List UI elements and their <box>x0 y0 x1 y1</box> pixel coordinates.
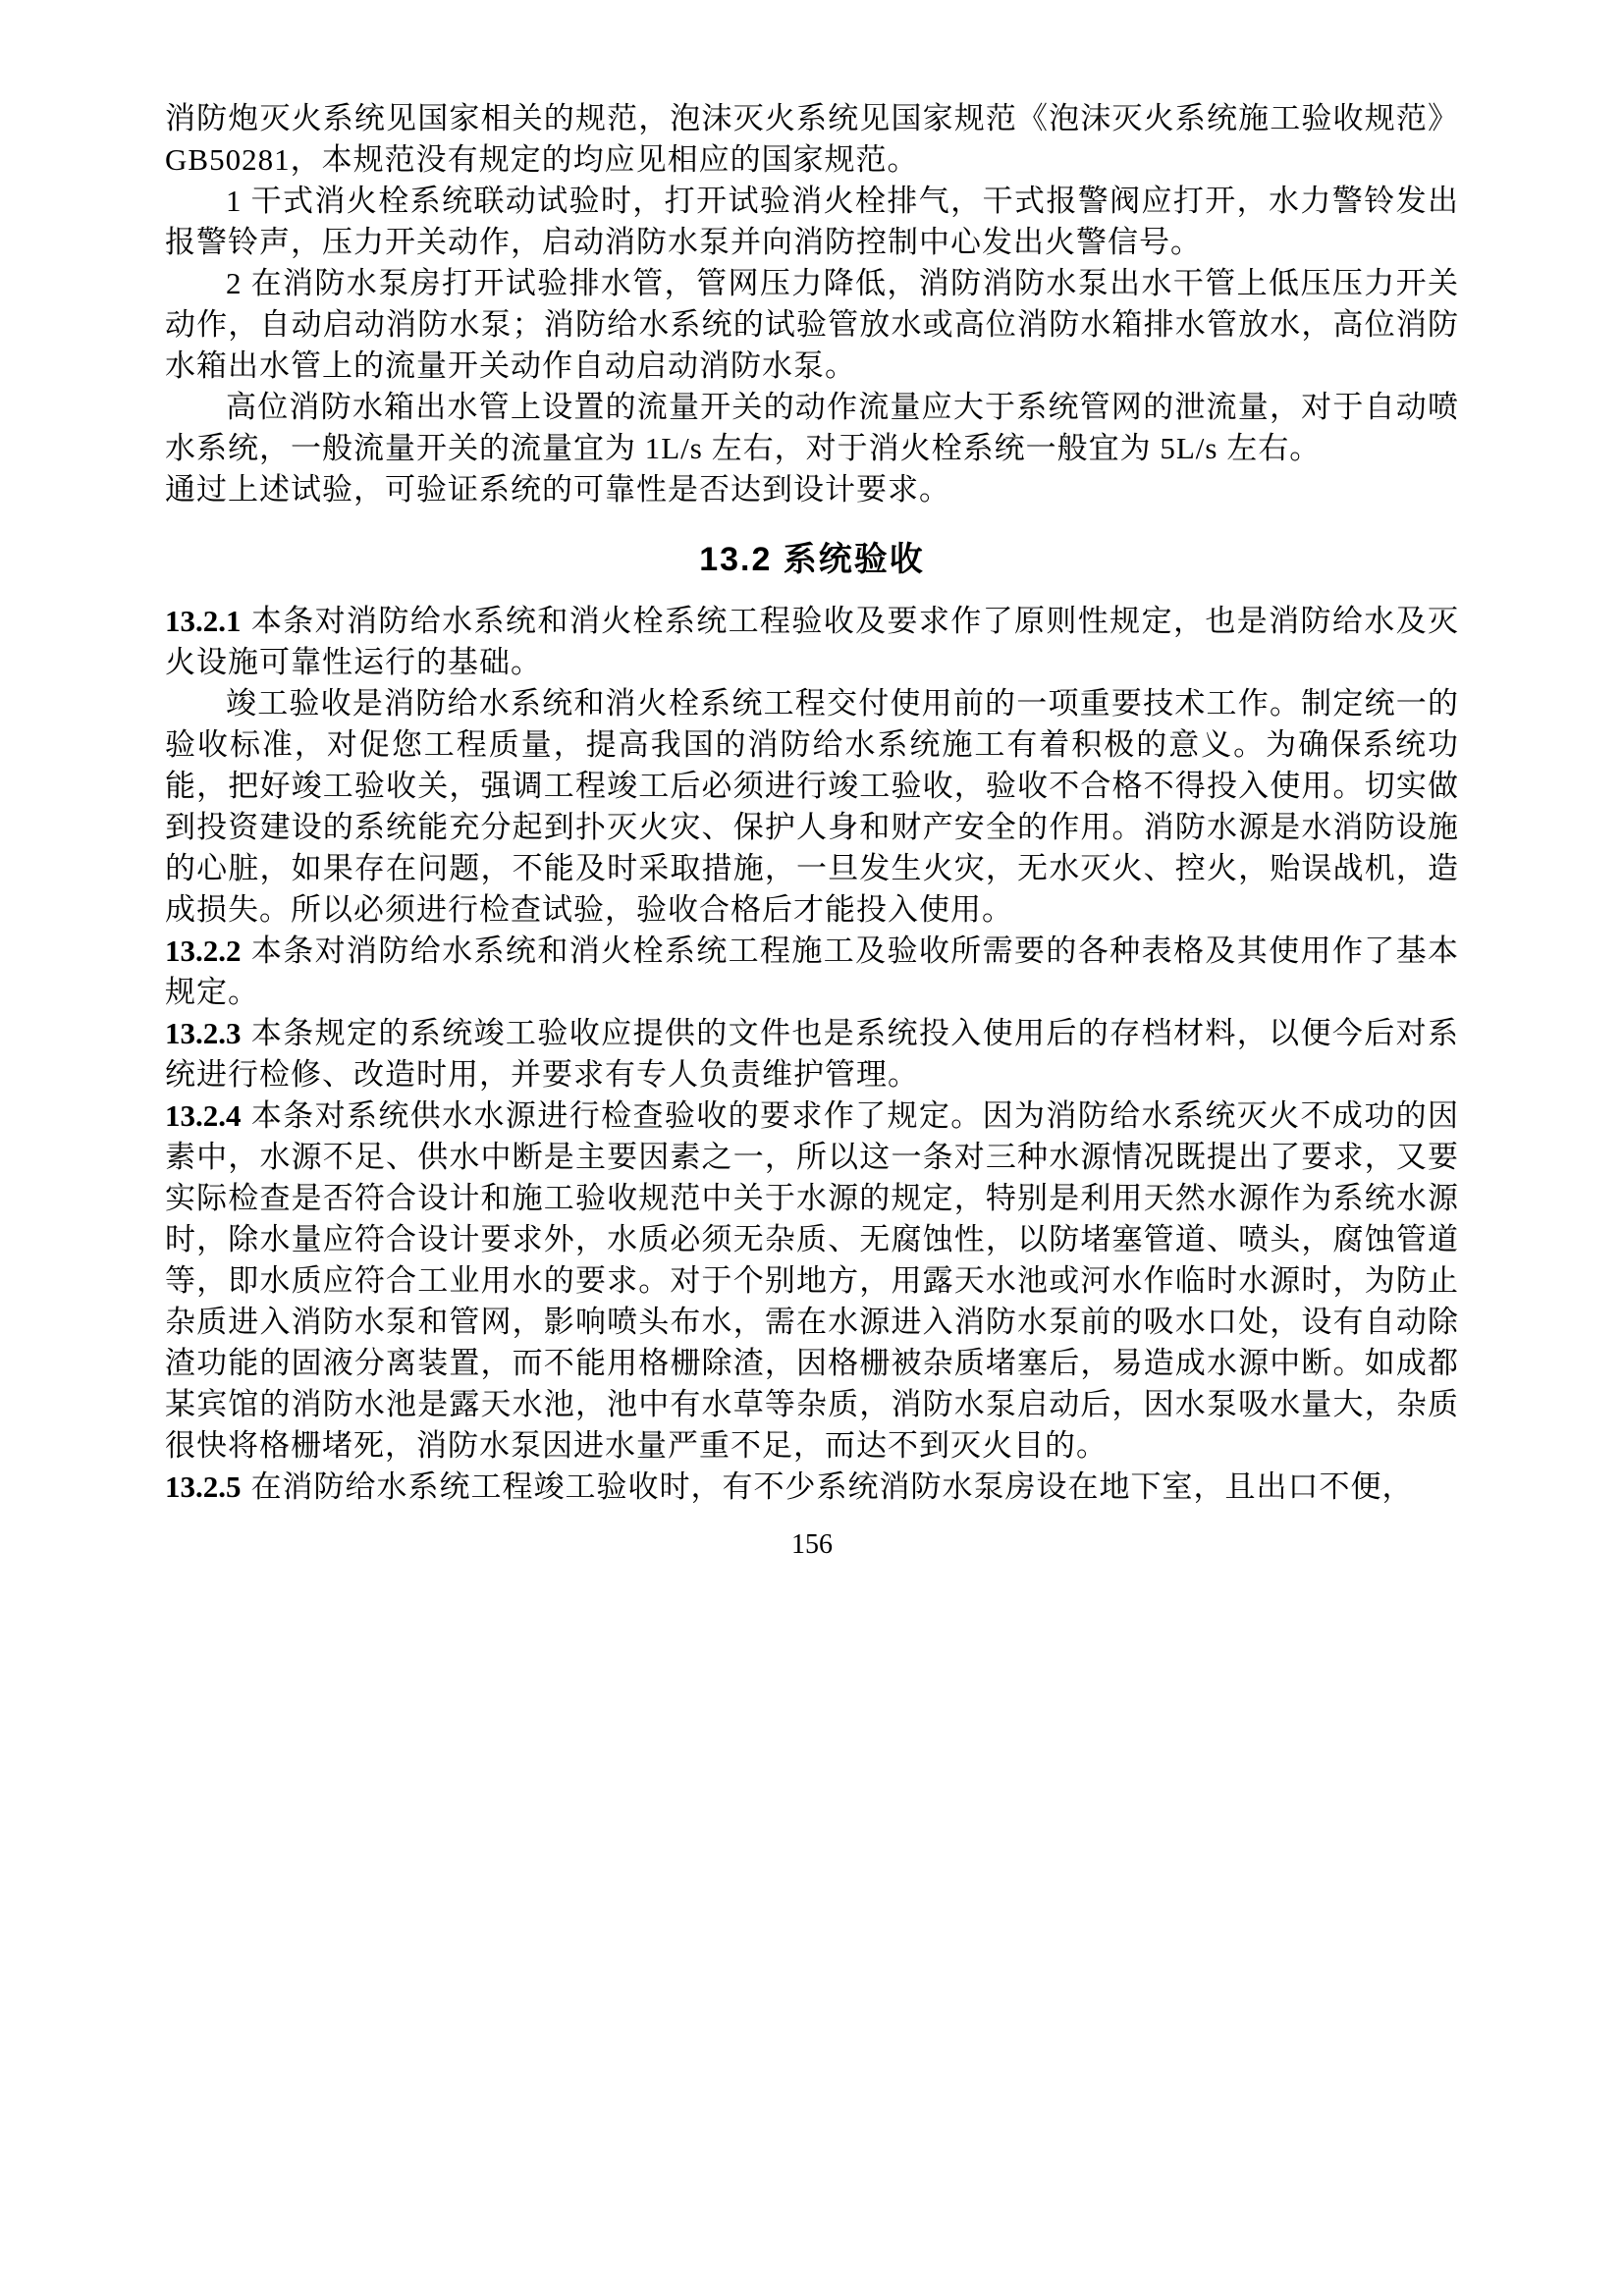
section-number: 13.2.1 <box>165 604 242 638</box>
paragraph-text: 本条对系统供水水源进行检查验收的要求作了规定。因为消防给水系统灭火不成功的因素中，水源不足、供水中断是主要因素之一，所以这一条对三种水源情况既提出了要求，又要实际检查是否符合设计和施工验收规范中关于水源的规定，特别是利用天然水源作为系统水源时，除水量应符合设计要求外，水质必须无杂质、无腐蚀性，以防堵塞管道、喷头，腐蚀管道等，即水质应符合工业用水的要求。对于个别地方，用露天水池或河水作临时水源时，为防止杂质进入消防水泵和管网，影响喷头布水，需在水源进入消防水泵前的吸水口处，设有自动除渣功能的固液分离装置，而不能用格栅除渣，因格栅被杂质堵塞后，易造成水源中断。如成都某宾馆的消防水池是露天水池，池中有水草等杂质，消防水泵启动后，因水泵吸水量大，杂质很快将格栅堵死，消防水泵因进水量严重不足，而达不到灭火目的。 <box>165 1098 1459 1463</box>
paragraph <box>165 1095 1459 1467</box>
paragraph <box>165 601 1459 683</box>
paragraph <box>165 1013 1459 1095</box>
paragraph-text: 本条对消防给水系统和消火栓系统工程验收及要求作了原则性规定，也是消防给水及灭火设施可靠性运行的基础。 <box>165 604 1459 679</box>
paragraph <box>165 1467 1459 1508</box>
section-number: 13.2.5 <box>165 1469 242 1504</box>
paragraph <box>165 931 1459 1013</box>
section-number: 13.2.4 <box>165 1098 242 1133</box>
paragraph-text: 在消防给水系统工程竣工验收时，有不少系统消防水泵房设在地下室，且出口不便， <box>250 1469 1414 1504</box>
paragraph-text: 本条对消防给水系统和消火栓系统工程施工及验收所需要的各种表格及其使用作了基本规定。 <box>165 934 1459 1009</box>
section-number: 13.2.3 <box>165 1016 242 1050</box>
paragraph-text: 本条规定的系统竣工验收应提供的文件也是系统投入使用后的存档材料，以便今后对系统进行检修、改造时用，并要求有专人负责维护管理。 <box>165 1016 1459 1092</box>
paragraph: 通过上述试验，可验证系统的可靠性是否达到设计要求。 <box>165 472 950 507</box>
paragraph-text: 竣工验收是消防给水系统和消火栓系统工程交付使用前的一项重要技术工作。制定统一的验收标准，对促您工程质量，提高我国的消防给水系统施工有着积极的意义。为确保系统功能，把好竣工验收关，强调工程竣工后必须进行竣工验收，验收不合格不得投入使用。切实做到投资建设的系统能充分起到扑灭火灾、保护人身和财产安全的作用。消防水源是水消防设施的心脏，如果存在问题，不能及时采取措施，一旦发生火灾，无水灭火、控火，贻误战机，造成损失。所以必须进行检查试验，验收合格后才能投入使用。 <box>165 686 1459 927</box>
section-heading: 13.2 系统验收 <box>699 541 925 578</box>
paragraph: 消防炮灭火系统见国家相关的规范，泡沫灭火系统见国家规范《泡沫灭火系统施工验收规范》GB50281，本规范没有规定的均应见相应的国家规范。 <box>165 101 1459 177</box>
paragraph <box>165 683 1459 931</box>
page-number: 156 <box>791 1529 833 1560</box>
paragraph: 1 干式消火栓系统联动试验时，打开试验消火栓排气，干式报警阀应打开，水力警铃发出报警铃声，压力开关动作，启动消防水泵并向消防控制中心发出火警信号。 <box>165 184 1459 259</box>
paragraph: 2 在消防水泵房打开试验排水管，管网压力降低，消防消防水泵出水干管上低压压力开关动作，自动启动消防水泵；消防给水系统的试验管放水或高位消防水箱排水管放水，高位消防水箱出水管上的流量开关动作自动启动消防水泵。 <box>165 266 1459 383</box>
section-number: 13.2.2 <box>165 934 242 968</box>
paragraph: 高位消防水箱出水管上设置的流量开关的动作流量应大于系统管网的泄流量，对于自动喷水系统，一般流量开关的流量宜为 1L/s 左右，对于消火栓系统一般宜为 5L/s 左右。 <box>165 390 1459 465</box>
